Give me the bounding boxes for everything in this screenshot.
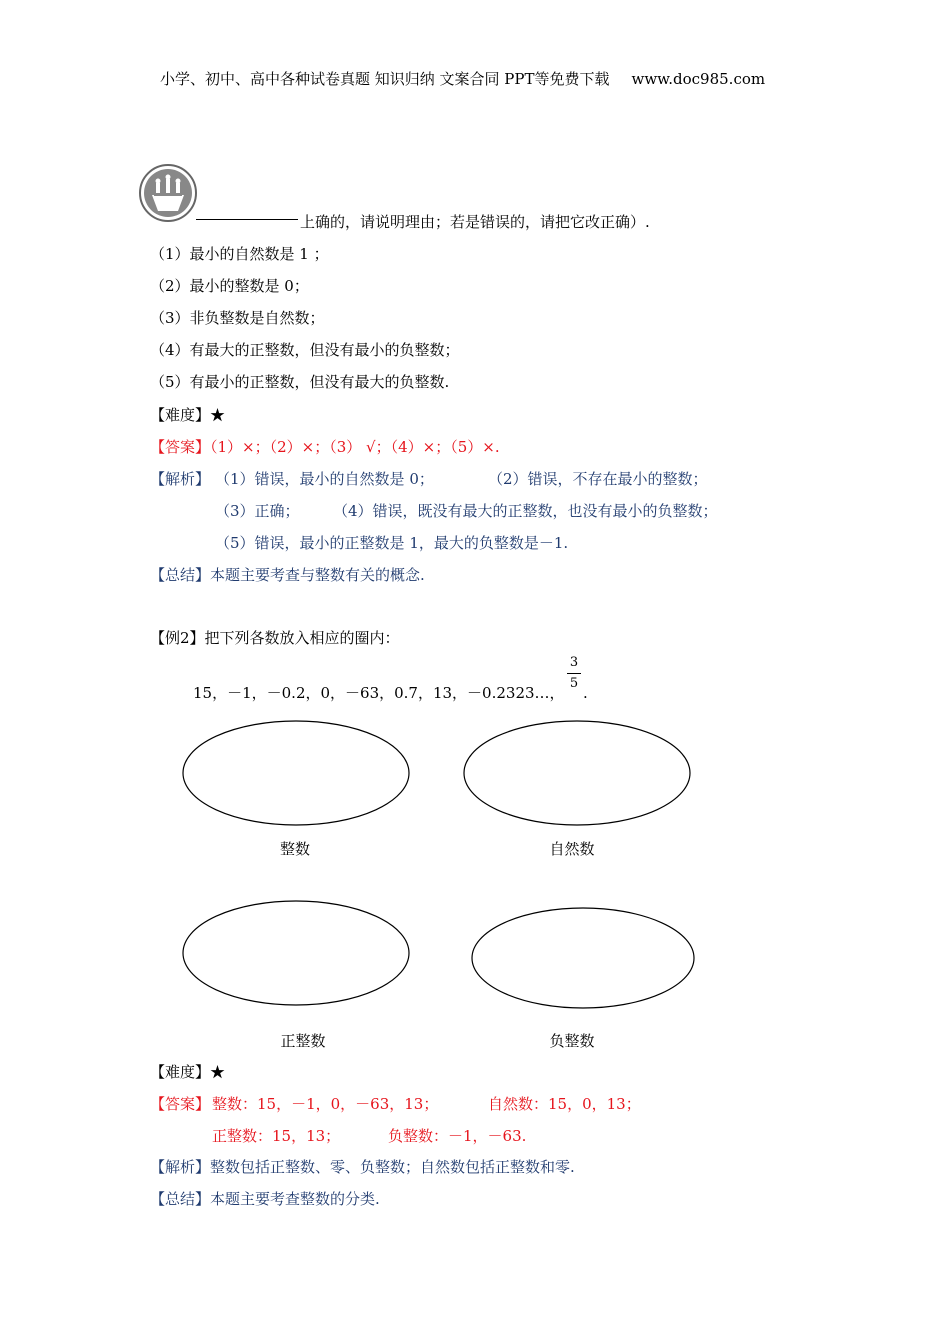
example1-item-2: （2）最小的整数是 0；	[150, 277, 309, 295]
example2-answer-negative: 负整数：－1，－63.	[388, 1127, 527, 1145]
example1-analysis-2: （2）错误，不存在最小的整数；	[488, 470, 708, 488]
example2-analysis	[150, 1157, 575, 1177]
example1-analysis-1: （1）错误，最小的自然数是 0；	[215, 470, 434, 488]
example2-answer-label: 【答案】	[150, 1095, 211, 1113]
example2-summary	[150, 1189, 380, 1209]
example2-answer-natural: 自然数：15，0，13；	[488, 1095, 641, 1113]
example2-difficulty: 【难度】★	[150, 1063, 226, 1081]
example2-summary-label: 【总结】	[150, 1190, 211, 1208]
example2-answer-integers: 整数：15，－1，0，－63，13；	[212, 1095, 439, 1113]
fraction-denominator: 5	[569, 676, 579, 691]
summary-text: 本题主要考查与整数有关的概念.	[210, 566, 425, 584]
example1-prompt: 上确的，请说明理由；若是错误的，请把它改正确）.	[300, 213, 650, 231]
oval-negative-integers	[472, 908, 694, 1008]
example1-item-5: （5）有最小的正整数，但没有最大的负整数.	[150, 373, 450, 391]
example2-title-label: 【例2】	[150, 629, 205, 647]
oval-integers	[183, 721, 409, 825]
header-text: 小学、初中、高中各种试卷真题 知识归纳 文案合同 PPT等免费下载	[160, 70, 610, 88]
example1-item-4: （4）有最大的正整数，但没有最小的负整数；	[150, 341, 460, 359]
example1-item-3: （3）非负整数是自然数；	[150, 309, 325, 327]
oval-label-positive: 正整数	[280, 1032, 326, 1050]
example2-summary-text: 本题主要考查整数的分类.	[210, 1190, 380, 1208]
example1-item-1: （1）最小的自然数是 1 ；	[150, 245, 329, 263]
oval-positive-integers	[183, 901, 409, 1005]
example2-analysis-label: 【解析】	[150, 1158, 211, 1176]
header-url[interactable]: www.doc985.com	[631, 70, 766, 88]
example2-answer-positive: 正整数：15，13；	[212, 1127, 341, 1145]
oval-label-integers: 整数	[279, 840, 310, 858]
oval-label-natural: 自然数	[549, 840, 595, 858]
answer-text: （1）×；（2）×；（3） √；（4）×；（5）×.	[210, 438, 500, 456]
example1-analysis-5: （5）错误，最小的正整数是 1，最大的负整数是－1.	[215, 534, 569, 552]
summary-label: 【总结】	[150, 566, 211, 584]
example2-title-text: 把下列各数放入相应的圈内：	[204, 629, 400, 647]
fraction-numerator: 3	[569, 655, 579, 670]
example2-numbers-end: .	[583, 684, 588, 702]
answer-label: 【答案】	[150, 438, 211, 456]
example1-analysis-4: （4）错误，既没有最大的正整数，也没有最小的负整数；	[333, 502, 718, 520]
example1-analysis-label: 【解析】	[150, 470, 211, 488]
example1-difficulty: 【难度】★	[150, 406, 226, 424]
example1-analysis-3: （3）正确；	[215, 502, 300, 520]
example2-analysis-text: 整数包括正整数、零、负整数；自然数包括正整数和零.	[210, 1158, 575, 1176]
example2-numbers: 15，－1，－0.2，0，－63，0.7，13，－0.2323…，	[193, 684, 565, 702]
oval-natural-numbers	[464, 721, 690, 825]
oval-label-negative: 负整数	[549, 1032, 595, 1050]
